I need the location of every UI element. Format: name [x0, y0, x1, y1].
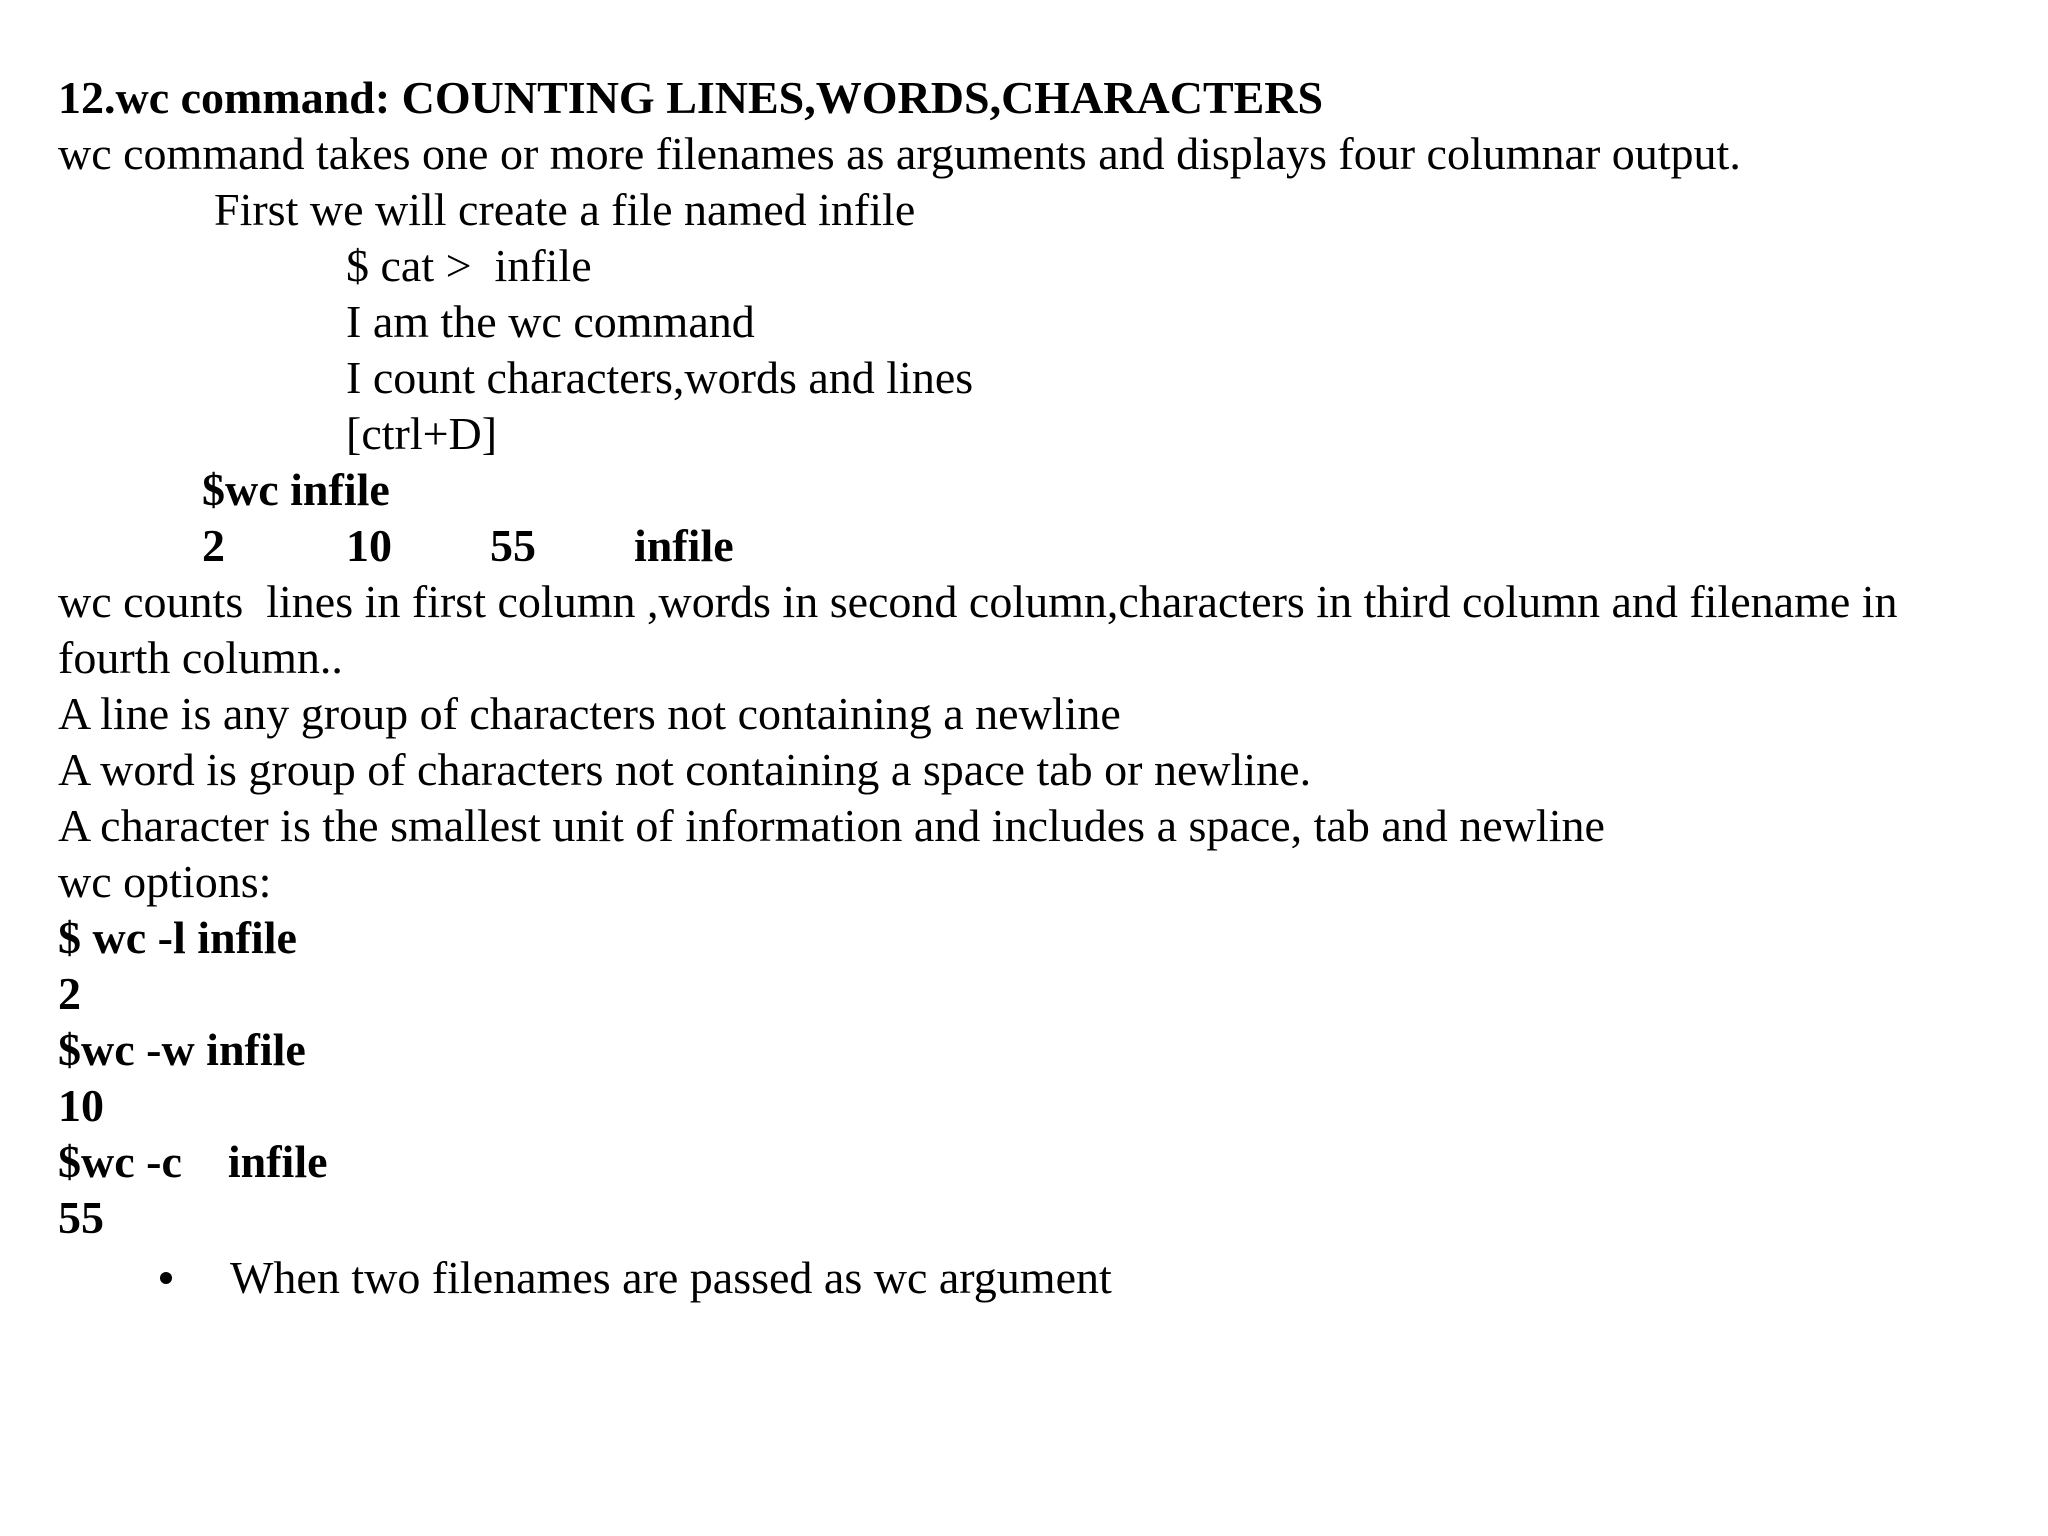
options-label: wc options:	[58, 856, 272, 907]
cat-input-line: I am the wc command	[346, 296, 755, 347]
create-note: First we will create a file named infile	[214, 184, 916, 235]
intro-text: wc command takes one or more filenames as arguments and displays four columnar output.	[58, 128, 1741, 179]
wc-output-chars: 55	[490, 520, 536, 571]
explanation-line: wc counts lines in first column ,words in second column,characters in third column and filename in	[58, 576, 1898, 627]
explanation-line: fourth column..	[58, 632, 343, 683]
bullet-text: When two filenames are passed as wc argument	[230, 1252, 1112, 1303]
wc-output-row	[0, 518, 2048, 574]
character-definition: A character is the smallest unit of information and includes a space, tab and newline	[58, 800, 1605, 851]
option-w-output: 10	[58, 1080, 104, 1131]
option-c-output: 55	[58, 1192, 104, 1243]
wc-output-lines: 2	[202, 520, 225, 571]
bullet-icon	[160, 1272, 172, 1284]
option-l-output: 2	[58, 968, 81, 1019]
wc-output-words: 10	[346, 520, 392, 571]
option-w-command: $wc -w infile	[58, 1024, 306, 1075]
section-heading: 12.wc command: COUNTING LINES,WORDS,CHARACTERS	[58, 72, 1324, 123]
cat-eof-key: [ctrl+D]	[346, 408, 498, 459]
line-definition: A line is any group of characters not containing a newline	[58, 688, 1121, 739]
word-definition: A word is group of characters not containing a space tab or newline.	[58, 744, 1312, 795]
cat-input-line: I count characters,words and lines	[346, 352, 974, 403]
cat-command: $ cat > infile	[346, 240, 592, 291]
wc-command: $wc infile	[202, 464, 390, 515]
option-c-command: $wc -c infile	[58, 1136, 328, 1187]
option-l-command: $ wc -l infile	[58, 912, 297, 963]
wc-output-filename: infile	[634, 520, 734, 571]
